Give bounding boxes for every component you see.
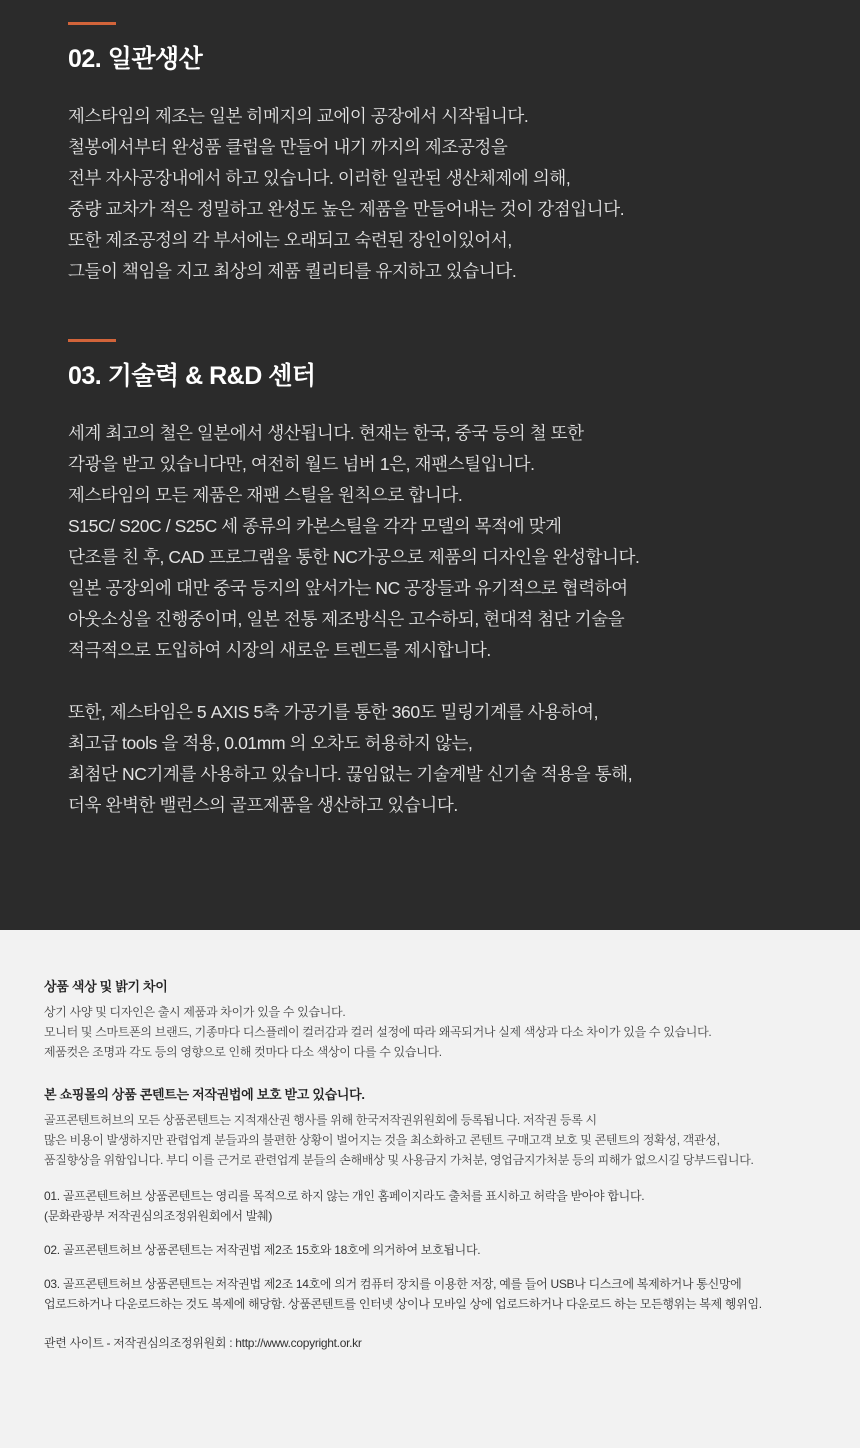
section-02-line: 그들이 책임을 지고 최상의 제품 퀄리티를 유지하고 있습니다. xyxy=(68,261,517,281)
section-spacer xyxy=(0,287,860,339)
color-notice-line: 제품컷은 조명과 각도 등의 영향으로 인해 컷마다 다소 색상이 다를 수 있습니다. xyxy=(44,1045,442,1059)
legal-line: (문화관광부 저작권심의조정위원회에서 발췌) xyxy=(44,1209,273,1223)
section-03-line: 적극적으로 도입하여 시장의 새로운 트렌드를 제시합니다. xyxy=(68,640,491,660)
section-03-body xyxy=(68,418,860,821)
section-03-line: 각광을 받고 있습니다만, 여전히 월드 넘버 1은, 재팬스틸입니다. xyxy=(68,454,535,474)
section-03-accent-rule xyxy=(68,339,116,342)
legal-line: 02. 골프콘텐트허브 상품콘텐트는 저작권법 제2조 15호와 18호에 의거하여 보호됩니다. xyxy=(44,1243,481,1257)
color-notice-line: 모니터 및 스마트폰의 브랜드, 기종마다 디스플레이 컬러감과 컬러 설정에 따라 왜곡되거나 실제 색상과 다소 차이가 있을 수 있습니다. xyxy=(44,1025,712,1039)
section-03-line: 일본 공장외에 대만 중국 등지의 앞서가는 NC 공장들과 유기적으로 협력하여 xyxy=(68,578,628,598)
color-notice-block xyxy=(44,976,816,1062)
section-03 xyxy=(0,339,860,821)
section-03-line: 제스타임의 모든 제품은 재팬 스틸을 원칙으로 합니다. xyxy=(68,485,463,505)
section-02-line: 전부 자사공장내에서 하고 있습니다. 이러한 일관된 생산체제에 의해, xyxy=(68,168,571,188)
color-notice-title: 상품 색상 및 밝기 차이 xyxy=(44,979,168,994)
legal-line: 업로드하거나 다운로드하는 것도 복제에 해당함. 상품콘텐트를 인터넷 상이나 모바일 상에 업로드하거나 다운로드 하는 모든행위는 복제 헹위임. xyxy=(44,1297,762,1311)
copyright-notice-title: 본 쇼핑몰의 상품 콘텐트는 저작권법에 보호 받고 있습니다. xyxy=(44,1087,365,1102)
section-02-accent-rule xyxy=(68,22,116,25)
notice-section xyxy=(0,930,860,1448)
section-02-line: 철봉에서부터 완성품 클럽을 만들어 내기 까지의 제조공정을 xyxy=(68,137,508,157)
section-03-line-b: 최고급 tools 을 적용, 0.01mm 의 오차도 허용하지 않는, xyxy=(68,733,473,753)
legal-line: 03. 골프콘텐트허브 상품콘텐트는 저작권법 제2조 14호에 의거 컴퓨터 장치를 이용한 저장, 예를 들어 USB나 디스크에 복제하거나 통신망에 xyxy=(44,1277,742,1291)
section-02-heading: 02. 일관생산 xyxy=(68,45,203,73)
section-03-line: 아웃소싱을 진행중이며, 일본 전통 제조방식은 고수하되, 현대적 첨단 기술을 xyxy=(68,609,625,629)
legal-item-03 xyxy=(44,1274,816,1314)
section-03-line-b: 또한, 제스타임은 5 AXIS 5축 가공기를 통한 360도 밀링기계를 사용하여, xyxy=(68,702,599,722)
section-02 xyxy=(0,0,860,287)
copyright-notice-line: 골프콘텐트허브의 모든 상품콘텐트는 지적재산권 행사를 위해 한국저작권위원회에 등록됩니다. 저작권 등록 시 xyxy=(44,1113,597,1127)
section-02-line: 중량 교차가 적은 정밀하고 완성도 높은 제품을 만들어내는 것이 강점입니다. xyxy=(68,199,625,219)
legal-item-02 xyxy=(44,1240,816,1260)
color-notice-line: 상기 사양 및 디자인은 출시 제품과 차이가 있을 수 있습니다. xyxy=(44,1005,346,1019)
copyright-notice-block xyxy=(44,1084,816,1170)
section-03-heading: 03. 기술력 & R&D 센터 xyxy=(68,362,316,390)
section-03-line-b: 최첨단 NC기계를 사용하고 있습니다. 끊임없는 기술계발 신기술 적용을 통해, xyxy=(68,764,633,784)
copyright-notice-line: 품질향상을 위함입니다. 부디 이를 근거로 관련업계 분들의 손해배상 및 사용금지 가처분, 영업금지가처분 등의 피해가 없으시길 당부드립니다. xyxy=(44,1153,754,1167)
section-02-line: 제스타임의 제조는 일본 히메지의 교에이 공장에서 시작됩니다. xyxy=(68,106,529,126)
legal-item-01 xyxy=(44,1186,816,1226)
section-03-line-b: 더욱 완벽한 밸런스의 골프제품을 생산하고 있습니다. xyxy=(68,795,458,815)
section-02-line: 또한 제조공정의 각 부서에는 오래되고 숙련된 장인이있어서, xyxy=(68,230,512,250)
legal-line: 01. 골프콘텐트허브 상품콘텐트는 영리를 목적으로 하지 않는 개인 홈페이지라도 출처를 표시하고 허락을 받아야 합니다. xyxy=(44,1189,645,1203)
section-03-line: 단조를 친 후, CAD 프로그램을 통한 NC가공으로 제품의 디자인을 완성합니다. xyxy=(68,547,640,567)
section-02-body xyxy=(68,101,860,287)
section-03-line: 세계 최고의 철은 일본에서 생산됩니다. 현재는 한국, 중국 등의 철 또한 xyxy=(68,423,584,443)
section-03-line: S15C/ S20C / S25C 세 종류의 카본스틸을 각각 모델의 목적에 맞게 xyxy=(68,516,562,536)
related-site-link[interactable]: 관련 사이트 - 저작권심의조정위원회 : http://www.copyright.or.kr xyxy=(44,1336,362,1350)
copyright-notice-line: 많은 비용이 발생하지만 관렵업계 분들과의 불편한 상황이 벌어지는 것을 최소화하고 콘텐트 구매고객 보호 및 콘텐트의 정확성, 객관성, xyxy=(44,1133,720,1147)
paragraph-spacer xyxy=(68,666,860,697)
